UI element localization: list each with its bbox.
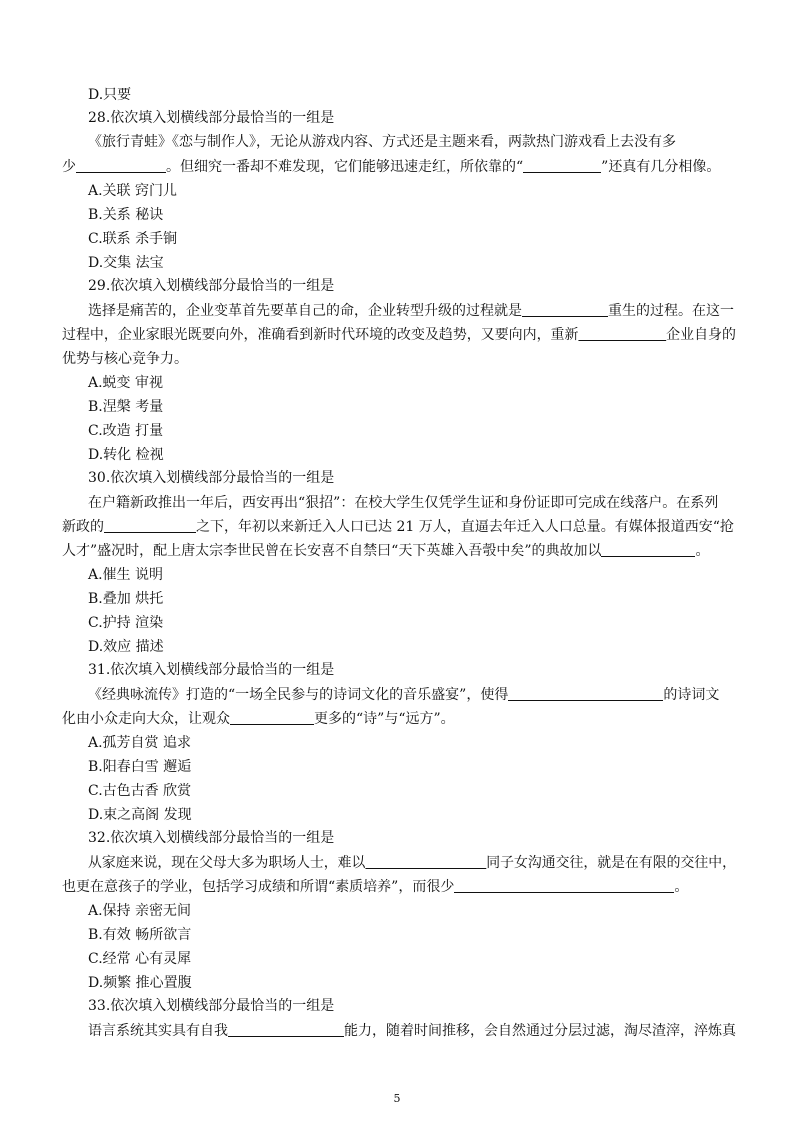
blank-2 (454, 878, 674, 893)
option-b: B.阳春白雪 邂逅 (88, 759, 192, 775)
question-28-stem-line1: 《旅行青蛙》《恋与制作人》，无论从游戏内容、方式还是主题来看，两款热门游戏看上去没有多 (88, 134, 676, 150)
blank-1 (365, 854, 486, 869)
blank-2 (523, 158, 601, 173)
blank-1 (522, 302, 608, 317)
question-32-stem-line1: 从家庭来说，现在父母大多为职场人士，难以 同子女沟通交往，就是在有限的交往中， (88, 855, 736, 871)
question-30-stem-line1: 在户籍新政推出一年后，西安再出“狠招”：在校大学生仅凭学生证和身份证即可完成在线落户。在系列 (88, 495, 719, 511)
question-31-stem-line1: 《经典咏流传》打造的“一场全民参与的诗词文化的音乐盛宴”，使得 的诗词文 (88, 687, 720, 703)
option-b: B.涅槃 考量 (88, 399, 164, 415)
option-c: C.联系 杀手锏 (88, 231, 178, 247)
option-b: B.叠加 烘托 (88, 591, 164, 607)
blank-1 (76, 158, 166, 173)
question-29-stem-line3: 优势与核心竞争力。 (62, 351, 188, 367)
question-30-title: 30.依次填入划横线部分最恰当的一组是 (88, 470, 335, 486)
option-d: D.交集 法宝 (88, 255, 164, 271)
option-a: A.孤芳自赏 追求 (88, 735, 192, 751)
question-29-stem-line2: 过程中，企业家眼光既要向外，准确看到新时代环境的改变及趋势，又要向内，重新 企业自身的 (62, 327, 736, 343)
option-a: A.保持 亲密无间 (88, 903, 192, 919)
blank-2 (601, 542, 695, 557)
option-a: A.蜕变 审视 (88, 375, 164, 391)
option-d: D.效应 描述 (88, 639, 164, 655)
question-33-stem-line1: 语言系统其实具有自我 能力，随着时间推移，会自然通过分层过滤，淘尽渣滓，淬炼真 (88, 1023, 736, 1039)
option-a: A.关联 窍门儿 (88, 183, 178, 199)
option-a: A.催生 说明 (88, 567, 164, 583)
blank-2 (578, 326, 666, 341)
option-c: C.改造 打量 (88, 423, 164, 439)
option-d: D.束之高阁 发现 (88, 807, 192, 823)
page-number: 5 (393, 1092, 401, 1105)
question-29-stem-line1: 选择是痛苦的，企业变革首先要革自己的命，企业转型升级的过程就是 重生的过程。在这一 (88, 303, 734, 319)
blank-2 (230, 710, 314, 725)
question-28-title: 28.依次填入划横线部分最恰当的一组是 (88, 110, 335, 126)
question-30-stem-line3: 人才”盛况时，配上唐太宗李世民曾在长安喜不自禁曰“天下英雄入吾彀中矣”的典故加以 。 (62, 543, 710, 559)
blank-1 (508, 686, 663, 701)
option-d-27: D.只要 (88, 87, 132, 103)
option-b: B.关系 秘诀 (88, 207, 164, 223)
option-d: D.频繁 推心置腹 (88, 975, 192, 991)
option-c: C.古色古香 欣赏 (88, 783, 192, 799)
question-29-title: 29.依次填入划横线部分最恰当的一组是 (88, 278, 335, 294)
question-33-title: 33.依次填入划横线部分最恰当的一组是 (88, 998, 335, 1014)
question-32-stem-line2: 也更在意孩子的学业，包括学习成绩和所谓“素质培养”，而很少 。 (62, 879, 689, 895)
blank-1 (104, 518, 196, 533)
question-28-stem-line2: 少 。但细究一番却不难发现，它们能够迅速走红，所依靠的“ ”还真有几分相像。 (62, 159, 721, 175)
question-31-title: 31.依次填入划横线部分最恰当的一组是 (88, 662, 335, 678)
question-32-title: 32.依次填入划横线部分最恰当的一组是 (88, 830, 335, 846)
option-d: D.转化 检视 (88, 447, 164, 463)
option-c: C.护持 渲染 (88, 615, 164, 631)
question-30-stem-line2: 新政的 之下，年初以来新迁入人口已达 21 万人，直逼去年迁入人口总量。有媒体报道西安“抢 (62, 519, 734, 535)
option-c: C.经常 心有灵犀 (88, 951, 192, 967)
option-b: B.有效 畅所欲言 (88, 927, 192, 943)
blank-1 (228, 1022, 344, 1037)
question-31-stem-line2: 化由小众走向大众，让观众 更多的“诗”与“远方”。 (62, 711, 455, 727)
